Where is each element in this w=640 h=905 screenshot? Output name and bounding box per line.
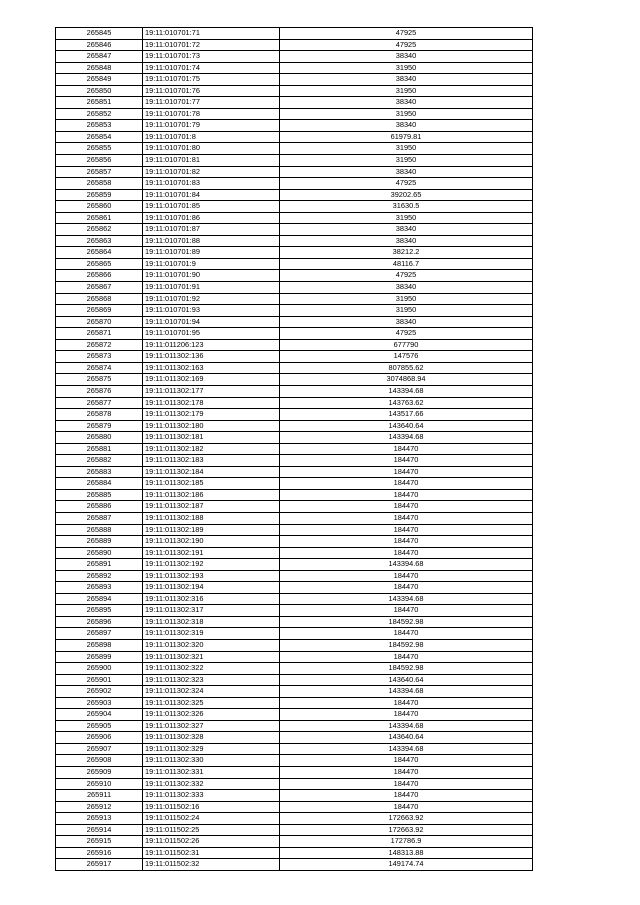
cadastral-number-cell: 19:11:011502:25 (143, 824, 280, 836)
id-cell: 265867 (56, 282, 143, 294)
value-cell: 184592.98 (280, 639, 533, 651)
value-cell: 184470 (280, 755, 533, 767)
id-cell: 265877 (56, 397, 143, 409)
id-cell: 265898 (56, 639, 143, 651)
cadastral-number-cell: 19:11:011302:333 (143, 790, 280, 802)
cadastral-number-cell: 19:11:011302:191 (143, 547, 280, 559)
table-row (56, 305, 533, 317)
value-cell: 184470 (280, 651, 533, 663)
value-cell: 184470 (280, 570, 533, 582)
id-cell: 265849 (56, 74, 143, 86)
cadastral-number-cell: 19:11:011302:330 (143, 755, 280, 767)
table-row (56, 62, 533, 74)
id-cell: 265883 (56, 466, 143, 478)
table-row (56, 385, 533, 397)
table-row (56, 409, 533, 421)
table-row (56, 108, 533, 120)
cadastral-number-cell: 19:11:010701:9 (143, 258, 280, 270)
id-cell: 265880 (56, 432, 143, 444)
id-cell: 265848 (56, 62, 143, 74)
id-cell: 265852 (56, 108, 143, 120)
cadastral-number-cell: 19:11:011302:182 (143, 443, 280, 455)
cadastral-number-cell: 19:11:011302:332 (143, 778, 280, 790)
value-cell: 143394.68 (280, 720, 533, 732)
table-row (56, 709, 533, 721)
cadastral-number-cell: 19:11:011302:329 (143, 743, 280, 755)
table-row (56, 628, 533, 640)
table-row (56, 131, 533, 143)
table-row (56, 674, 533, 686)
cadastral-number-cell: 19:11:011502:24 (143, 813, 280, 825)
id-cell: 265891 (56, 559, 143, 571)
table-row (56, 790, 533, 802)
table-row (56, 166, 533, 178)
id-cell: 265912 (56, 801, 143, 813)
value-cell: 31950 (280, 143, 533, 155)
cadastral-number-cell: 19:11:010701:73 (143, 51, 280, 63)
value-cell: 3074868.94 (280, 374, 533, 386)
cadastral-number-cell: 19:11:011302:316 (143, 593, 280, 605)
id-cell: 265916 (56, 847, 143, 859)
cadastral-number-cell: 19:11:011502:16 (143, 801, 280, 813)
table-row (56, 328, 533, 340)
cadastral-number-cell: 19:11:011302:193 (143, 570, 280, 582)
id-cell: 265879 (56, 420, 143, 432)
id-cell: 265894 (56, 593, 143, 605)
table-row (56, 697, 533, 709)
value-cell: 47925 (280, 178, 533, 190)
value-cell: 61979.81 (280, 131, 533, 143)
id-cell: 265862 (56, 224, 143, 236)
value-cell: 143394.68 (280, 593, 533, 605)
value-cell: 143640.64 (280, 732, 533, 744)
table-row (56, 397, 533, 409)
table-row (56, 339, 533, 351)
value-cell: 47925 (280, 39, 533, 51)
table-row (56, 28, 533, 40)
table-row (56, 755, 533, 767)
cadastral-number-cell: 19:11:011502:31 (143, 847, 280, 859)
value-cell: 184470 (280, 547, 533, 559)
id-cell: 265911 (56, 790, 143, 802)
cadastral-number-cell: 19:11:011302:325 (143, 697, 280, 709)
value-cell: 143394.68 (280, 686, 533, 698)
cadastral-number-cell: 19:11:010701:85 (143, 201, 280, 213)
table-row (56, 316, 533, 328)
value-cell: 38340 (280, 97, 533, 109)
value-cell: 39202.65 (280, 189, 533, 201)
cadastral-number-cell: 19:11:011302:318 (143, 616, 280, 628)
id-cell: 265895 (56, 605, 143, 617)
value-cell: 31950 (280, 305, 533, 317)
cadastral-number-cell: 19:11:010701:86 (143, 212, 280, 224)
id-cell: 265913 (56, 813, 143, 825)
table-row (56, 432, 533, 444)
id-cell: 265889 (56, 536, 143, 548)
cadastral-number-cell: 19:11:011302:192 (143, 559, 280, 571)
id-cell: 265870 (56, 316, 143, 328)
table-row (56, 847, 533, 859)
id-cell: 265882 (56, 455, 143, 467)
cadastral-number-cell: 19:11:011302:326 (143, 709, 280, 721)
value-cell: 184470 (280, 709, 533, 721)
table-row (56, 663, 533, 675)
value-cell: 172663.92 (280, 813, 533, 825)
cadastral-number-cell: 19:11:011302:136 (143, 351, 280, 363)
cadastral-number-cell: 19:11:011302:317 (143, 605, 280, 617)
cadastral-number-cell: 19:11:010701:79 (143, 120, 280, 132)
table-row (56, 143, 533, 155)
value-cell: 31950 (280, 293, 533, 305)
table-row (56, 97, 533, 109)
table-row (56, 39, 533, 51)
table-row (56, 524, 533, 536)
table-row (56, 362, 533, 374)
table-row (56, 212, 533, 224)
cadastral-number-cell: 19:11:011302:186 (143, 489, 280, 501)
table-row (56, 582, 533, 594)
value-cell: 143763.62 (280, 397, 533, 409)
cadastral-number-cell: 19:11:010701:76 (143, 85, 280, 97)
table-row (56, 74, 533, 86)
table-row (56, 351, 533, 363)
table-row (56, 686, 533, 698)
table-row (56, 859, 533, 871)
cadastral-number-cell: 19:11:011302:169 (143, 374, 280, 386)
cadastral-number-cell: 19:11:011302:194 (143, 582, 280, 594)
table-row (56, 85, 533, 97)
value-cell: 184470 (280, 512, 533, 524)
table-row (56, 570, 533, 582)
cadastral-number-cell: 19:11:011302:323 (143, 674, 280, 686)
id-cell: 265868 (56, 293, 143, 305)
value-cell: 143517.66 (280, 409, 533, 421)
value-cell: 184592.98 (280, 663, 533, 675)
id-cell: 265864 (56, 247, 143, 259)
cadastral-number-cell: 19:11:011302:327 (143, 720, 280, 732)
id-cell: 265861 (56, 212, 143, 224)
id-cell: 265901 (56, 674, 143, 686)
cadastral-number-cell: 19:11:011302:178 (143, 397, 280, 409)
id-cell: 265893 (56, 582, 143, 594)
value-cell: 31950 (280, 62, 533, 74)
cadastral-number-cell: 19:11:010701:87 (143, 224, 280, 236)
value-cell: 38340 (280, 120, 533, 132)
table-row (56, 536, 533, 548)
value-cell: 143394.68 (280, 432, 533, 444)
table-row (56, 374, 533, 386)
cadastral-number-cell: 19:11:011302:181 (143, 432, 280, 444)
value-cell: 147576 (280, 351, 533, 363)
table-row (56, 201, 533, 213)
id-cell: 265897 (56, 628, 143, 640)
table-row (56, 466, 533, 478)
value-cell: 31950 (280, 85, 533, 97)
cadastral-number-cell: 19:11:011206:123 (143, 339, 280, 351)
id-cell: 265878 (56, 409, 143, 421)
value-cell: 184470 (280, 489, 533, 501)
table-row (56, 512, 533, 524)
id-cell: 265884 (56, 478, 143, 490)
value-cell: 184470 (280, 455, 533, 467)
table-row (56, 732, 533, 744)
id-cell: 265872 (56, 339, 143, 351)
value-cell: 807855.62 (280, 362, 533, 374)
value-cell: 47925 (280, 28, 533, 40)
cadastral-number-cell: 19:11:010701:82 (143, 166, 280, 178)
value-cell: 31630.5 (280, 201, 533, 213)
value-cell: 184470 (280, 524, 533, 536)
value-cell: 31950 (280, 155, 533, 167)
id-cell: 265902 (56, 686, 143, 698)
cadastral-number-cell: 19:11:011302:189 (143, 524, 280, 536)
cadastral-number-cell: 19:11:011302:163 (143, 362, 280, 374)
table-row (56, 605, 533, 617)
id-cell: 265855 (56, 143, 143, 155)
cadastral-number-cell: 19:11:010701:80 (143, 143, 280, 155)
value-cell: 38340 (280, 166, 533, 178)
cadastral-number-cell: 19:11:011302:320 (143, 639, 280, 651)
table-row (56, 801, 533, 813)
value-cell: 677790 (280, 339, 533, 351)
cadastral-number-cell: 19:11:010701:84 (143, 189, 280, 201)
value-cell: 31950 (280, 108, 533, 120)
id-cell: 265845 (56, 28, 143, 40)
value-cell: 184470 (280, 697, 533, 709)
id-cell: 265904 (56, 709, 143, 721)
value-cell: 38340 (280, 316, 533, 328)
id-cell: 265888 (56, 524, 143, 536)
value-cell: 184470 (280, 628, 533, 640)
table-row (56, 501, 533, 513)
value-cell: 184470 (280, 790, 533, 802)
cadastral-number-cell: 19:11:010701:8 (143, 131, 280, 143)
table-body (56, 28, 533, 871)
value-cell: 184470 (280, 605, 533, 617)
table-row (56, 639, 533, 651)
id-cell: 265846 (56, 39, 143, 51)
id-cell: 265857 (56, 166, 143, 178)
table-row (56, 51, 533, 63)
id-cell: 265859 (56, 189, 143, 201)
id-cell: 265871 (56, 328, 143, 340)
id-cell: 265900 (56, 663, 143, 675)
value-cell: 149174.74 (280, 859, 533, 871)
table-row (56, 258, 533, 270)
cadastral-number-cell: 19:11:010701:89 (143, 247, 280, 259)
id-cell: 265910 (56, 778, 143, 790)
table-row (56, 593, 533, 605)
value-cell: 31950 (280, 212, 533, 224)
value-cell: 38340 (280, 282, 533, 294)
value-cell: 148313.88 (280, 847, 533, 859)
value-cell: 184470 (280, 536, 533, 548)
cadastral-number-cell: 19:11:011502:32 (143, 859, 280, 871)
id-cell: 265887 (56, 512, 143, 524)
table-row (56, 720, 533, 732)
cadastral-number-cell: 19:11:010701:81 (143, 155, 280, 167)
value-cell: 184470 (280, 582, 533, 594)
id-cell: 265851 (56, 97, 143, 109)
id-cell: 265917 (56, 859, 143, 871)
table-row (56, 293, 533, 305)
table-row (56, 270, 533, 282)
value-cell: 184470 (280, 478, 533, 490)
value-cell: 38340 (280, 51, 533, 63)
cadastral-number-cell: 19:11:010701:78 (143, 108, 280, 120)
table-row (56, 155, 533, 167)
id-cell: 265873 (56, 351, 143, 363)
cadastral-number-cell: 19:11:011302:185 (143, 478, 280, 490)
cadastral-number-cell: 19:11:010701:77 (143, 97, 280, 109)
id-cell: 265896 (56, 616, 143, 628)
cadastral-value-table (55, 27, 533, 871)
table-row (56, 443, 533, 455)
value-cell: 184592.98 (280, 616, 533, 628)
cadastral-number-cell: 19:11:011302:328 (143, 732, 280, 744)
value-cell: 184470 (280, 443, 533, 455)
table-row (56, 489, 533, 501)
id-cell: 265876 (56, 385, 143, 397)
cadastral-number-cell: 19:11:011302:322 (143, 663, 280, 675)
table-row (56, 651, 533, 663)
value-cell: 143394.68 (280, 559, 533, 571)
table-row (56, 836, 533, 848)
id-cell: 265847 (56, 51, 143, 63)
cadastral-number-cell: 19:11:010701:74 (143, 62, 280, 74)
id-cell: 265860 (56, 201, 143, 213)
cadastral-number-cell: 19:11:010701:94 (143, 316, 280, 328)
table-row (56, 420, 533, 432)
table-row (56, 824, 533, 836)
table-row (56, 120, 533, 132)
table-row (56, 778, 533, 790)
cadastral-number-cell: 19:11:011302:190 (143, 536, 280, 548)
value-cell: 184470 (280, 801, 533, 813)
cadastral-number-cell: 19:11:010701:83 (143, 178, 280, 190)
cadastral-number-cell: 19:11:011302:319 (143, 628, 280, 640)
value-cell: 47925 (280, 328, 533, 340)
table-row (56, 616, 533, 628)
table-row (56, 235, 533, 247)
value-cell: 184470 (280, 501, 533, 513)
id-cell: 265865 (56, 258, 143, 270)
cadastral-number-cell: 19:11:010701:88 (143, 235, 280, 247)
value-cell: 38340 (280, 224, 533, 236)
cadastral-number-cell: 19:11:011302:331 (143, 767, 280, 779)
id-cell: 265853 (56, 120, 143, 132)
value-cell: 172663.92 (280, 824, 533, 836)
value-cell: 38340 (280, 74, 533, 86)
table-row (56, 189, 533, 201)
table-row (56, 478, 533, 490)
cadastral-number-cell: 19:11:011302:183 (143, 455, 280, 467)
table-row (56, 813, 533, 825)
cadastral-number-cell: 19:11:011302:179 (143, 409, 280, 421)
id-cell: 265886 (56, 501, 143, 513)
id-cell: 265915 (56, 836, 143, 848)
id-cell: 265909 (56, 767, 143, 779)
value-cell: 143640.64 (280, 420, 533, 432)
id-cell: 265881 (56, 443, 143, 455)
id-cell: 265875 (56, 374, 143, 386)
id-cell: 265899 (56, 651, 143, 663)
cadastral-number-cell: 19:11:010701:71 (143, 28, 280, 40)
value-cell: 38212.2 (280, 247, 533, 259)
id-cell: 265908 (56, 755, 143, 767)
value-cell: 184470 (280, 778, 533, 790)
cadastral-number-cell: 19:11:011302:324 (143, 686, 280, 698)
id-cell: 265907 (56, 743, 143, 755)
table-row (56, 547, 533, 559)
table-row (56, 224, 533, 236)
id-cell: 265863 (56, 235, 143, 247)
id-cell: 265914 (56, 824, 143, 836)
cadastral-number-cell: 19:11:011302:184 (143, 466, 280, 478)
id-cell: 265885 (56, 489, 143, 501)
cadastral-number-cell: 19:11:010701:93 (143, 305, 280, 317)
id-cell: 265892 (56, 570, 143, 582)
table-row (56, 559, 533, 571)
value-cell: 143394.68 (280, 385, 533, 397)
id-cell: 265906 (56, 732, 143, 744)
table-row (56, 247, 533, 259)
id-cell: 265903 (56, 697, 143, 709)
table-row (56, 743, 533, 755)
cadastral-number-cell: 19:11:011302:180 (143, 420, 280, 432)
id-cell: 265854 (56, 131, 143, 143)
value-cell: 47925 (280, 270, 533, 282)
table-row (56, 455, 533, 467)
value-cell: 48116.7 (280, 258, 533, 270)
cadastral-number-cell: 19:11:011302:321 (143, 651, 280, 663)
value-cell: 38340 (280, 235, 533, 247)
id-cell: 265858 (56, 178, 143, 190)
table-row (56, 767, 533, 779)
table-row (56, 178, 533, 190)
id-cell: 265874 (56, 362, 143, 374)
table-row (56, 282, 533, 294)
value-cell: 172786.9 (280, 836, 533, 848)
cadastral-number-cell: 19:11:010701:91 (143, 282, 280, 294)
id-cell: 265905 (56, 720, 143, 732)
value-cell: 184470 (280, 466, 533, 478)
cadastral-number-cell: 19:11:010701:92 (143, 293, 280, 305)
cadastral-number-cell: 19:11:010701:95 (143, 328, 280, 340)
cadastral-number-cell: 19:11:010701:75 (143, 74, 280, 86)
value-cell: 143640.64 (280, 674, 533, 686)
cadastral-number-cell: 19:11:011302:187 (143, 501, 280, 513)
id-cell: 265869 (56, 305, 143, 317)
cadastral-number-cell: 19:11:010701:72 (143, 39, 280, 51)
id-cell: 265866 (56, 270, 143, 282)
cadastral-number-cell: 19:11:010701:90 (143, 270, 280, 282)
id-cell: 265890 (56, 547, 143, 559)
cadastral-number-cell: 19:11:011302:177 (143, 385, 280, 397)
cadastral-number-cell: 19:11:011502:26 (143, 836, 280, 848)
id-cell: 265856 (56, 155, 143, 167)
id-cell: 265850 (56, 85, 143, 97)
cadastral-number-cell: 19:11:011302:188 (143, 512, 280, 524)
value-cell: 143394.68 (280, 743, 533, 755)
value-cell: 184470 (280, 767, 533, 779)
